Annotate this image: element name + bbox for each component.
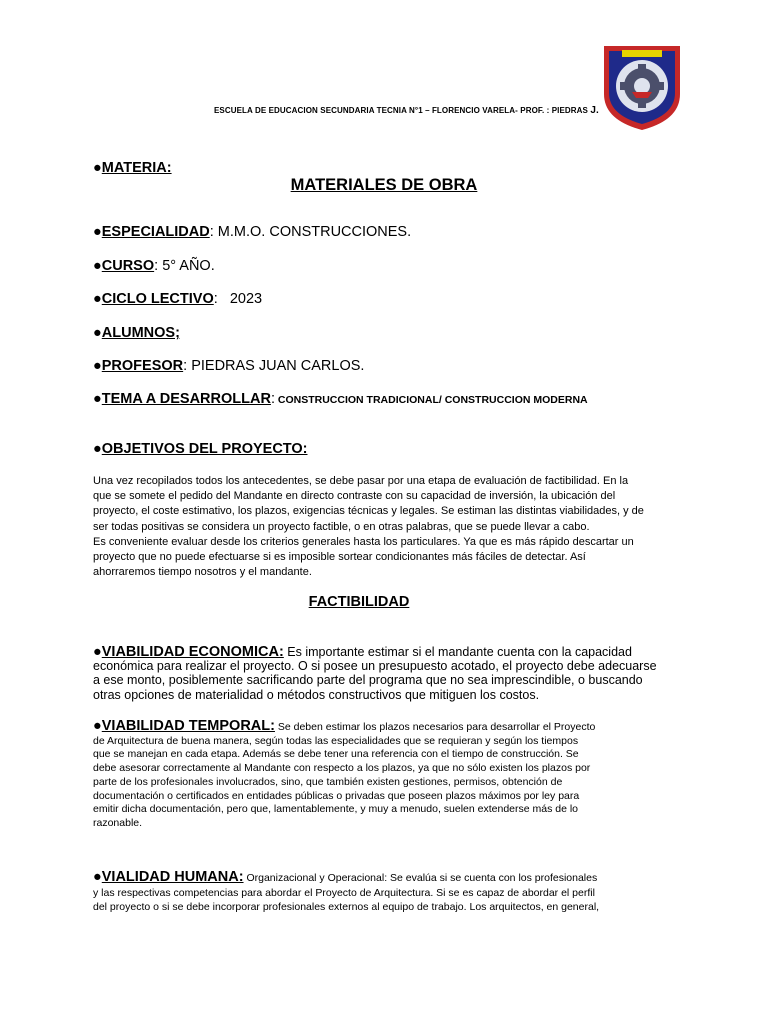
bullet: ● <box>93 644 102 660</box>
bullet: ● <box>93 869 102 885</box>
temporal-first-line: Se deben estimar los plazos necesarios para desarrollar el Proyecto <box>274 721 596 733</box>
factibilidad-title <box>0 594 718 610</box>
temporal-heading: VIABILIDAD TEMPORAL: <box>101 718 275 734</box>
ciclo-label: CICLO LECTIVO <box>101 291 214 307</box>
bullet: ● <box>93 325 102 341</box>
humana-first-line: Organizacional y Operacional: Se evalúa si se cuenta con los profesionales <box>243 872 598 884</box>
paragraph-line: documentación o certificados en entidades públicas o privadas que poseen plazos máximos por ley para <box>93 789 580 802</box>
bullet: ● <box>93 160 102 176</box>
paragraph-line: que se somete el pedido del Mandante en directo contraste con su capacidad de inversión, la ubicación del <box>93 490 616 503</box>
ciclo-value: : 2023 <box>213 291 263 307</box>
humana-heading: VIALIDAD HUMANA: <box>101 869 244 885</box>
paragraph-line: de Arquitectura de buena manera, según todas las especialidades que se requieran y según los tiempos <box>93 734 579 747</box>
profesor-value: : PIEDRAS JUAN CARLOS. <box>183 358 365 374</box>
bullet: ● <box>93 718 102 734</box>
objetivos-label: OBJETIVOS DEL PROYECTO: <box>101 441 308 457</box>
field-materia <box>93 160 172 176</box>
especialidad-label: ESPECIALIDAD <box>101 224 210 240</box>
bullet: ● <box>93 258 102 274</box>
paragraph-line: económica para realizar el proyecto. O si posee un presupuesto acotado, el proyecto debe adecuarse <box>93 659 657 674</box>
alumnos-label: ALUMNOS; <box>101 325 180 341</box>
viabilidad-temporal-section <box>93 720 683 831</box>
paragraph-line: que se manejan en cada etapa. Además se debe tener una referencia con el tiempo de construcción. Se <box>93 748 579 761</box>
school-initial: J. <box>590 105 599 116</box>
tema-label: TEMA A DESARROLLAR <box>101 391 271 407</box>
curso-label: CURSO <box>101 258 155 274</box>
vialidad-humana-section <box>93 870 683 915</box>
paragraph-line: otras opciones de materialidad o métodos constructivos que mitiguen los costos. <box>93 687 540 702</box>
paragraph-line: ser todas positivas se considera un proyecto factible, o en otras palabras, que se puede llevar a cabo. <box>93 520 590 533</box>
paragraph-line: a ese monto, posiblemente sacrificando parte del programa que no sea imprescindible, o buscando <box>93 673 643 688</box>
paragraph-line: proyecto, el coste estimativo, los plazos, exigencias técnicas y legales. Se estiman las distintas viabilidades, y de <box>93 505 644 518</box>
paragraph-line: del proyecto o si se debe incorporar profesionales externos al equipo de trabajo. Los arquitectos, en general, <box>93 901 600 914</box>
profesor-label: PROFESOR <box>101 358 184 374</box>
materia-value: MATERIALES DE OBRA <box>290 176 478 194</box>
school-name: ESCUELA DE EDUCACION SECUNDARIA TECNIA N°1 – FLORENCIO VARELA- PROF. : PIEDRAS <box>214 106 588 115</box>
subject-title <box>0 176 768 195</box>
economica-first-line: Es importante estimar si el mandante cuenta con la capacidad <box>283 645 632 659</box>
field-tema <box>93 391 588 407</box>
paragraph-line: razonable. <box>93 816 143 829</box>
field-profesor <box>93 358 364 374</box>
paragraph-line: Es conveniente evaluar desde los criterios generales hasta los particulares. Ya que es más rápido descartar un <box>93 535 634 548</box>
paragraph-line: Una vez recopilados todos los antecedentes, se debe pasar por una etapa de evaluación de factibilidad. En la <box>93 475 629 487</box>
bullet: ● <box>93 358 102 374</box>
objetivos-paragraph <box>93 474 683 580</box>
economica-heading: VIABILIDAD ECONOMICA: <box>101 644 284 660</box>
paragraph-line: debe asesorar correctamente al Mandante con respecto a los plazos, ya que no sólo existen los plazos por <box>93 762 591 775</box>
materia-label: MATERIA: <box>101 160 172 176</box>
school-header <box>214 105 599 116</box>
field-alumnos <box>93 325 180 341</box>
especialidad-value: : M.M.O. CONSTRUCCIONES. <box>209 224 412 240</box>
paragraph-line: ahorraremos tiempo nosotros y el mandante. <box>93 566 312 579</box>
paragraph-line: proyecto que no puede efectuarse si es imposible sortear condicionantes más fáciles de detectar. Así <box>93 551 586 564</box>
curso-value: : 5° AÑO. <box>154 258 215 274</box>
paragraph-line: parte de los profesionales involucrados, sino, que también existen gestiones, permisos, obtención de <box>93 775 563 788</box>
paragraph-line: emitir dicha documentación, pero que, lamentablemente, y muy a menudo, suelen extenderse más de lo <box>93 803 579 816</box>
bullet: ● <box>93 441 102 457</box>
paragraph-line: y las respectivas competencias para abordar el Proyecto de Arquitectura. Si se es capaz de abordar el perfil <box>93 886 595 899</box>
bullet: ● <box>93 291 102 307</box>
tema-colon: : <box>270 391 275 407</box>
factibilidad-label: FACTIBILIDAD <box>308 594 410 610</box>
field-especialidad <box>93 224 411 240</box>
field-curso <box>93 258 215 274</box>
objetivos-heading <box>93 441 308 457</box>
tema-value: CONSTRUCCION TRADICIONAL/ CONSTRUCCION MODERNA <box>274 394 588 406</box>
bullet: ● <box>93 391 102 407</box>
bullet: ● <box>93 224 102 240</box>
school-crest-icon <box>598 42 686 132</box>
field-ciclo-lectivo <box>93 291 262 307</box>
viabilidad-economica-section <box>93 645 683 702</box>
